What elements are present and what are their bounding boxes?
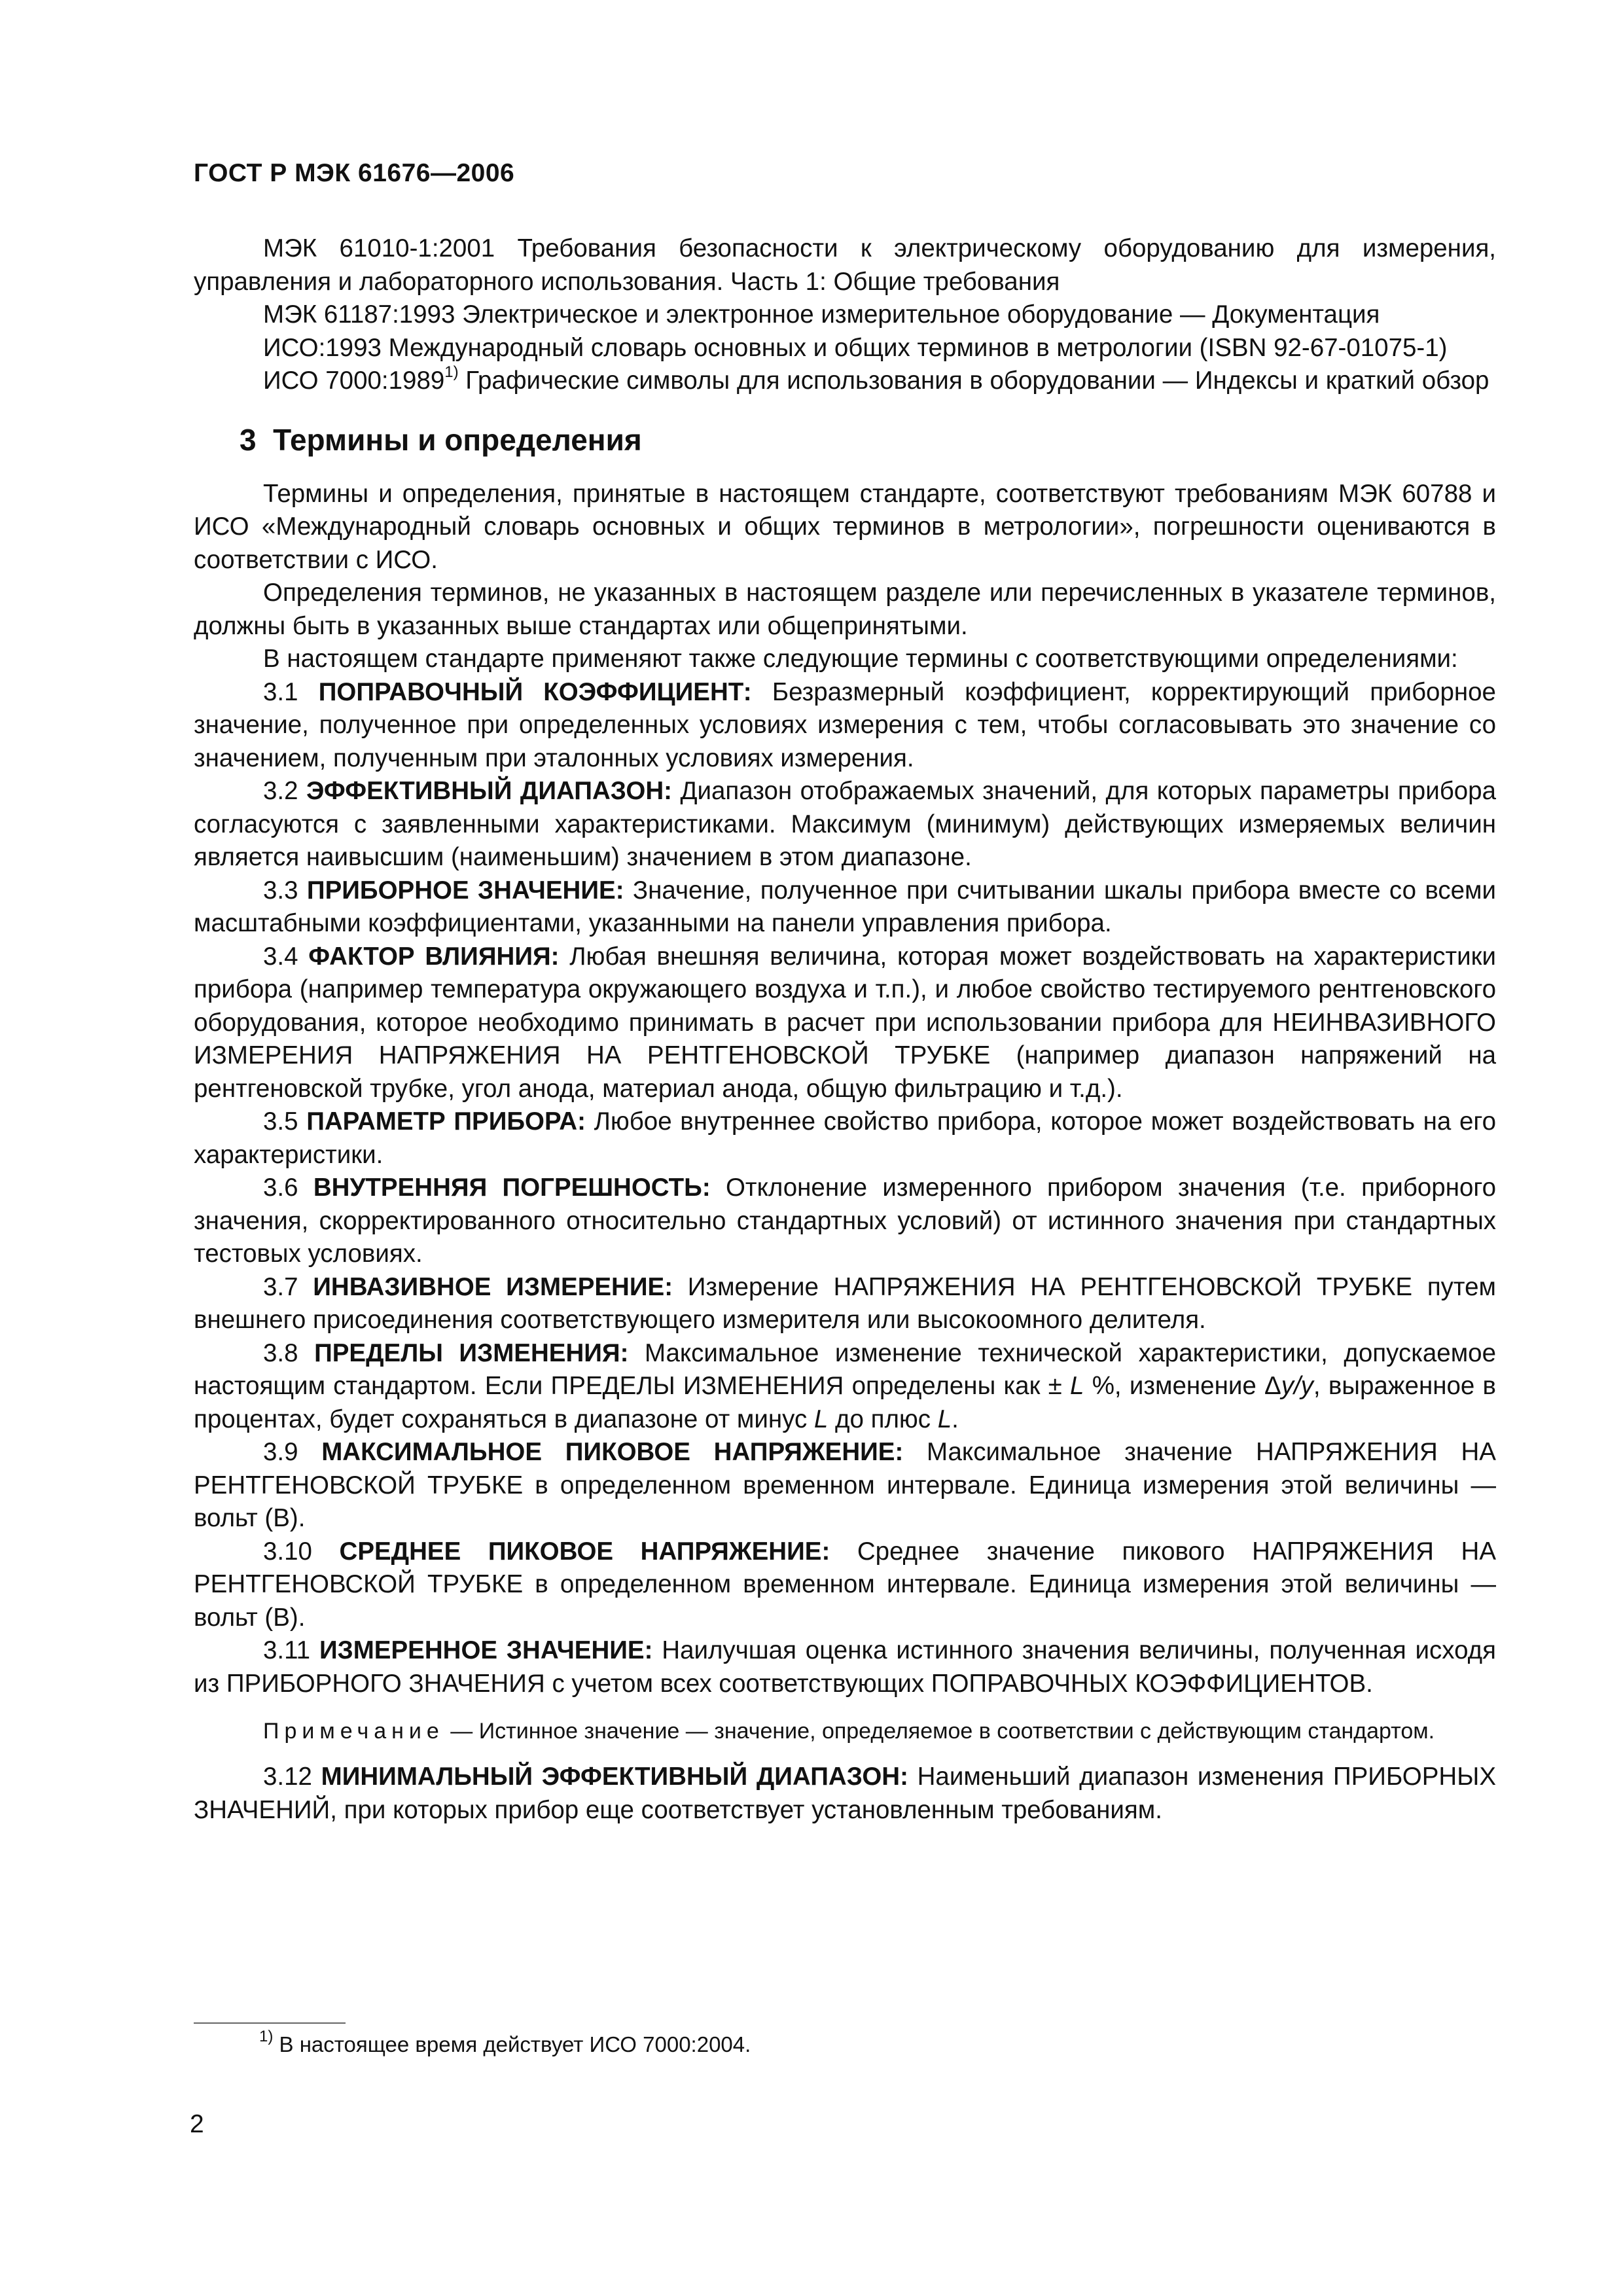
ref-item: [194, 332, 1496, 365]
term-number: 3.3: [263, 876, 298, 905]
term-name: ПРИБОРНОЕ ЗНАЧЕНИЕ:: [306, 876, 624, 905]
term-entry: [194, 941, 1496, 1106]
term-number: 3.10: [263, 1537, 312, 1566]
page-number: 2: [190, 2110, 204, 2138]
term-definition: Наилучшая оценка истинного значения величины, полученная исходя из ПРИБОРНОГО ЗНАЧЕНИЯ с учетом всех соответствующих ПОПРАВОЧНЫХ КОЭФФИЦИЕНТОВ.: [194, 1636, 1496, 1698]
footnote-text: В настоящее время действует ИСО 7000:2004.: [273, 2032, 751, 2056]
ref-text: Требования безопасности к электрическому оборудованию для измерения, управления и лабораторного использования. Часть 1: Общие требования: [194, 234, 1496, 296]
ref-code: МЭК 61187:1993: [263, 300, 455, 329]
ref-text: Электрическое и электронное измерительное оборудование — Документация: [455, 300, 1380, 329]
term-definition: Отклонение измеренного прибором значения (т.е. приборного значения, скорректированного относительно стандартных условий) от истинного значения при стандартных тестовых условиях.: [194, 1174, 1496, 1268]
intro-paragraph: В настоящем стандарте применяют также следующие термины с соответствующими определениями:: [263, 645, 1458, 673]
term-name: ВНУТРЕННЯЯ ПОГРЕШНОСТЬ:: [313, 1174, 711, 1202]
section-number: 3: [240, 422, 257, 457]
note-label: Примечание: [263, 1719, 444, 1744]
term-entry: [194, 1761, 1496, 1827]
term-entry: [194, 1535, 1496, 1635]
term-entry: [194, 874, 1496, 941]
term-entry: [194, 1105, 1496, 1172]
term-definition: Безразмерный коэффициент, корректирующий приборное значение, полученное при определенных условиях измерения с тем, чтобы согласовывать это значение со значением, полученным при эталонных условиях измерения.: [194, 677, 1496, 772]
ref-text: Международный словарь основных и общих терминов в метрологии (ISBN 92-67-01075-1): [381, 333, 1448, 362]
term-entry: [194, 1634, 1496, 1700]
term-number: 3.8: [263, 1338, 298, 1367]
term-name: МАКСИМАЛЬНОЕ ПИКОВОЕ НАПРЯЖЕНИЕ:: [321, 1438, 904, 1466]
term-name: ЭФФЕКТИВНЫЙ ДИАПАЗОН:: [306, 777, 672, 805]
term-name: ПОПРАВОЧНЫЙ КОЭФФИЦИЕНТ:: [318, 677, 752, 706]
term-number: 3.4: [263, 942, 298, 971]
term-entry: [194, 1271, 1496, 1337]
term-name: ПАРАМЕТР ПРИБОРА:: [306, 1107, 586, 1136]
term-name: ИНВАЗИВНОЕ ИЗМЕРЕНИЕ:: [313, 1272, 673, 1301]
term-definition: Наименьший диапазон изменения ПРИБОРНЫХ ЗНАЧЕНИЙ, при которых прибор еще соответствует установленным требованиям.: [194, 1763, 1496, 1824]
footnote-mark: 1): [259, 2028, 274, 2045]
term-entry: [194, 775, 1496, 874]
term-number: 3.12: [263, 1763, 312, 1791]
term-entry: [194, 676, 1496, 776]
term-definition: Любое внутреннее свойство прибора, которое может воздействовать на его характеристики.: [194, 1107, 1496, 1169]
term-definition: Среднее значение пикового НАПРЯЖЕНИЯ НА РЕНТГЕНОВСКОЙ ТРУБКЕ в определенном временном интервале. Единица измерения этой величины — вольт (В).: [194, 1537, 1497, 1632]
ref-item: [194, 232, 1496, 298]
intro-paragraph: Термины и определения, принятые в настоящем стандарте, соответствуют требованиям МЭК 60788 и ИСО «Международный словарь основных и общих терминов в метрологии», погрешности оцениваются в соответствии с ИСО.: [194, 479, 1496, 574]
document-body: [194, 232, 1496, 1827]
term-entry: [194, 1172, 1496, 1271]
ref-code: ИСО:1993: [263, 333, 382, 362]
term-name: СРЕДНЕЕ ПИКОВОЕ НАПРЯЖЕНИЕ:: [339, 1537, 830, 1566]
intro-paragraph: Определения терминов, не указанных в настоящем разделе или перечисленных в указателе терминов, должны быть в указанных выше стандартах или общепринятыми.: [194, 579, 1496, 640]
note: [194, 1716, 1496, 1746]
ref-item: [194, 298, 1496, 332]
section-heading: [194, 422, 1496, 458]
term-definition: Любая внешняя величина, которая может воздействовать на характеристики прибора (например температура окружающего воздуха и т.п.), и любое свойство тестируемого рентгеновского оборудования, которое необходимо принимать в расчет при использовании прибора для НЕИНВАЗИВНОГО ИЗМЕРЕНИЯ НАПРЯЖЕНИЯ НА РЕНТГЕНОВСКОЙ ТРУБКЕ (например диапазон напряжений на рентгеновской трубке, угол анода, материал анода, общую фильтрацию и т.д.).: [194, 942, 1496, 1103]
footnote-marker: 1): [444, 363, 459, 382]
standard-header: ГОСТ Р МЭК 61676—2006: [194, 159, 515, 187]
term-definition: Диапазон отображаемых значений, для которых параметры прибора согласуются с заявленными характеристиками. Максимум (минимум) действующих измеряемых величин является наивысшим (наименьшим) значением в этом диапазоне.: [194, 777, 1496, 871]
note-text: — Истинное значение — значение, определяемое в соответствии с действующим стандартом.: [450, 1719, 1435, 1744]
term-number: 3.1: [263, 677, 298, 706]
term-definition: Измерение НАПРЯЖЕНИЯ НА РЕНТГЕНОВСКОЙ ТРУБКЕ путем внешнего присоединения соответствующего измерителя или высокоомного делителя.: [194, 1272, 1496, 1334]
footnote: [259, 2030, 751, 2059]
ref-item: [194, 365, 1496, 398]
footnote-divider: [194, 2022, 346, 2024]
term-name: ИЗМЕРЕННОЕ ЗНАЧЕНИЕ:: [319, 1636, 653, 1664]
term-definition: Значение, полученное при считывании шкалы прибора вместе со всеми масштабными коэффициентами, указанными на панели управления прибора.: [194, 876, 1497, 937]
term-number: 3.2: [263, 777, 298, 805]
term-name: МИНИМАЛЬНЫЙ ЭФФЕКТИВНЫЙ ДИАПАЗОН:: [321, 1763, 908, 1791]
term-number: 3.7: [263, 1272, 298, 1301]
term-definition: Максимальное изменение технической характеристики, допускаемое настоящим стандартом. Если ПРЕДЕЛЫ ИЗМЕНЕНИЯ определены как ± L %, изменение Δу/у, выраженное в процентах, будет сохраняться в диапазоне от минус L до плюс L.: [194, 1338, 1496, 1433]
ref-code: МЭК 61010-1:2001: [263, 234, 495, 262]
term-name: ПРЕДЕЛЫ ИЗМЕНЕНИЯ:: [314, 1338, 629, 1367]
term-number: 3.5: [263, 1107, 298, 1136]
term-number: 3.6: [263, 1174, 298, 1202]
term-number: 3.11: [263, 1636, 311, 1664]
term-entry: [194, 1337, 1496, 1437]
ref-code: ИСО 7000:1989: [263, 367, 445, 395]
term-entry: [194, 1436, 1496, 1535]
ref-text: Графические символы для использования в оборудовании — Индексы и краткий обзор: [458, 367, 1489, 395]
term-number: 3.9: [263, 1438, 298, 1466]
term-definition: Максимальное значение НАПРЯЖЕНИЯ НА РЕНТГЕНОВСКОЙ ТРУБКЕ в определенном временном интервале. Единица измерения этой величины — вольт (В).: [194, 1438, 1496, 1532]
term-name: ФАКТОР ВЛИЯНИЯ:: [308, 942, 560, 971]
section-title: Термины и определения: [273, 422, 642, 457]
